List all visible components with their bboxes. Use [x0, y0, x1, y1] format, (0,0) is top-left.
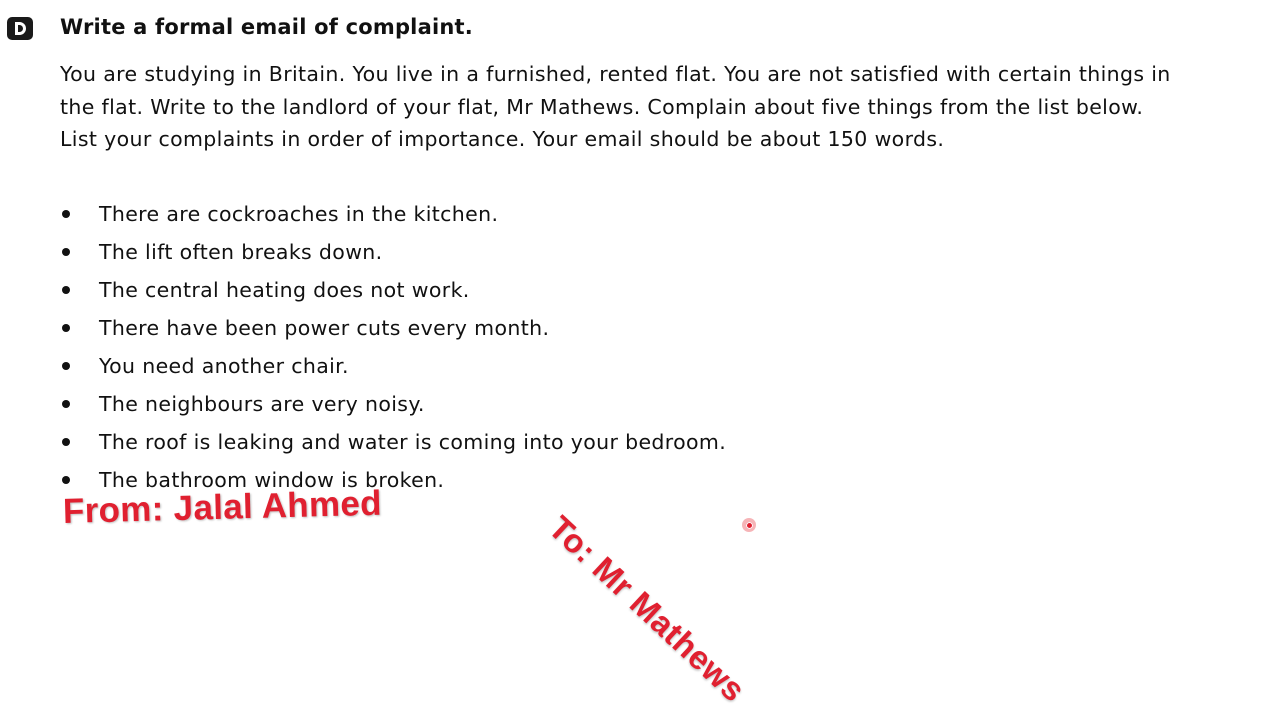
complaint-text: There have been power cuts every month.: [99, 316, 550, 340]
bullet-icon: [62, 210, 70, 218]
pointer-cursor-icon: [742, 518, 756, 532]
bullet-icon: [62, 438, 70, 446]
bullet-icon: [62, 476, 70, 484]
to-annotation: To: Mr Mathews: [541, 508, 753, 709]
bullet-icon: [62, 248, 70, 256]
from-annotation: From: Jalal Ahmed: [62, 483, 383, 531]
bullet-icon: [62, 400, 70, 408]
complaint-text: You need another chair.: [99, 354, 349, 378]
task-instructions: You are studying in Britain. You live in a furnished, rented flat. You are not satisfied with certain things in the flat. Write to the landlord of your flat, Mr Mathews. Complain about five things from the list below. List your complaints in order of importance. Your email should be about 150 words.: [60, 62, 1171, 152]
section-letter-badge: [7, 17, 33, 40]
complaint-text: The central heating does not work.: [99, 278, 470, 302]
bullet-icon: [62, 286, 70, 294]
complaint-text: There are cockroaches in the kitchen.: [99, 202, 499, 226]
complaint-text: The roof is leaking and water is coming into your bedroom.: [99, 430, 727, 454]
complaint-text: The lift often breaks down.: [99, 240, 383, 264]
complaint-text: The bathroom window is broken.: [99, 468, 445, 492]
complaint-text: The neighbours are very noisy.: [99, 392, 425, 416]
bullet-icon: [62, 324, 70, 332]
bullet-icon: [62, 362, 70, 370]
task-title: Write a formal email of complaint.: [60, 15, 473, 39]
section-letter-icon: [15, 22, 26, 35]
